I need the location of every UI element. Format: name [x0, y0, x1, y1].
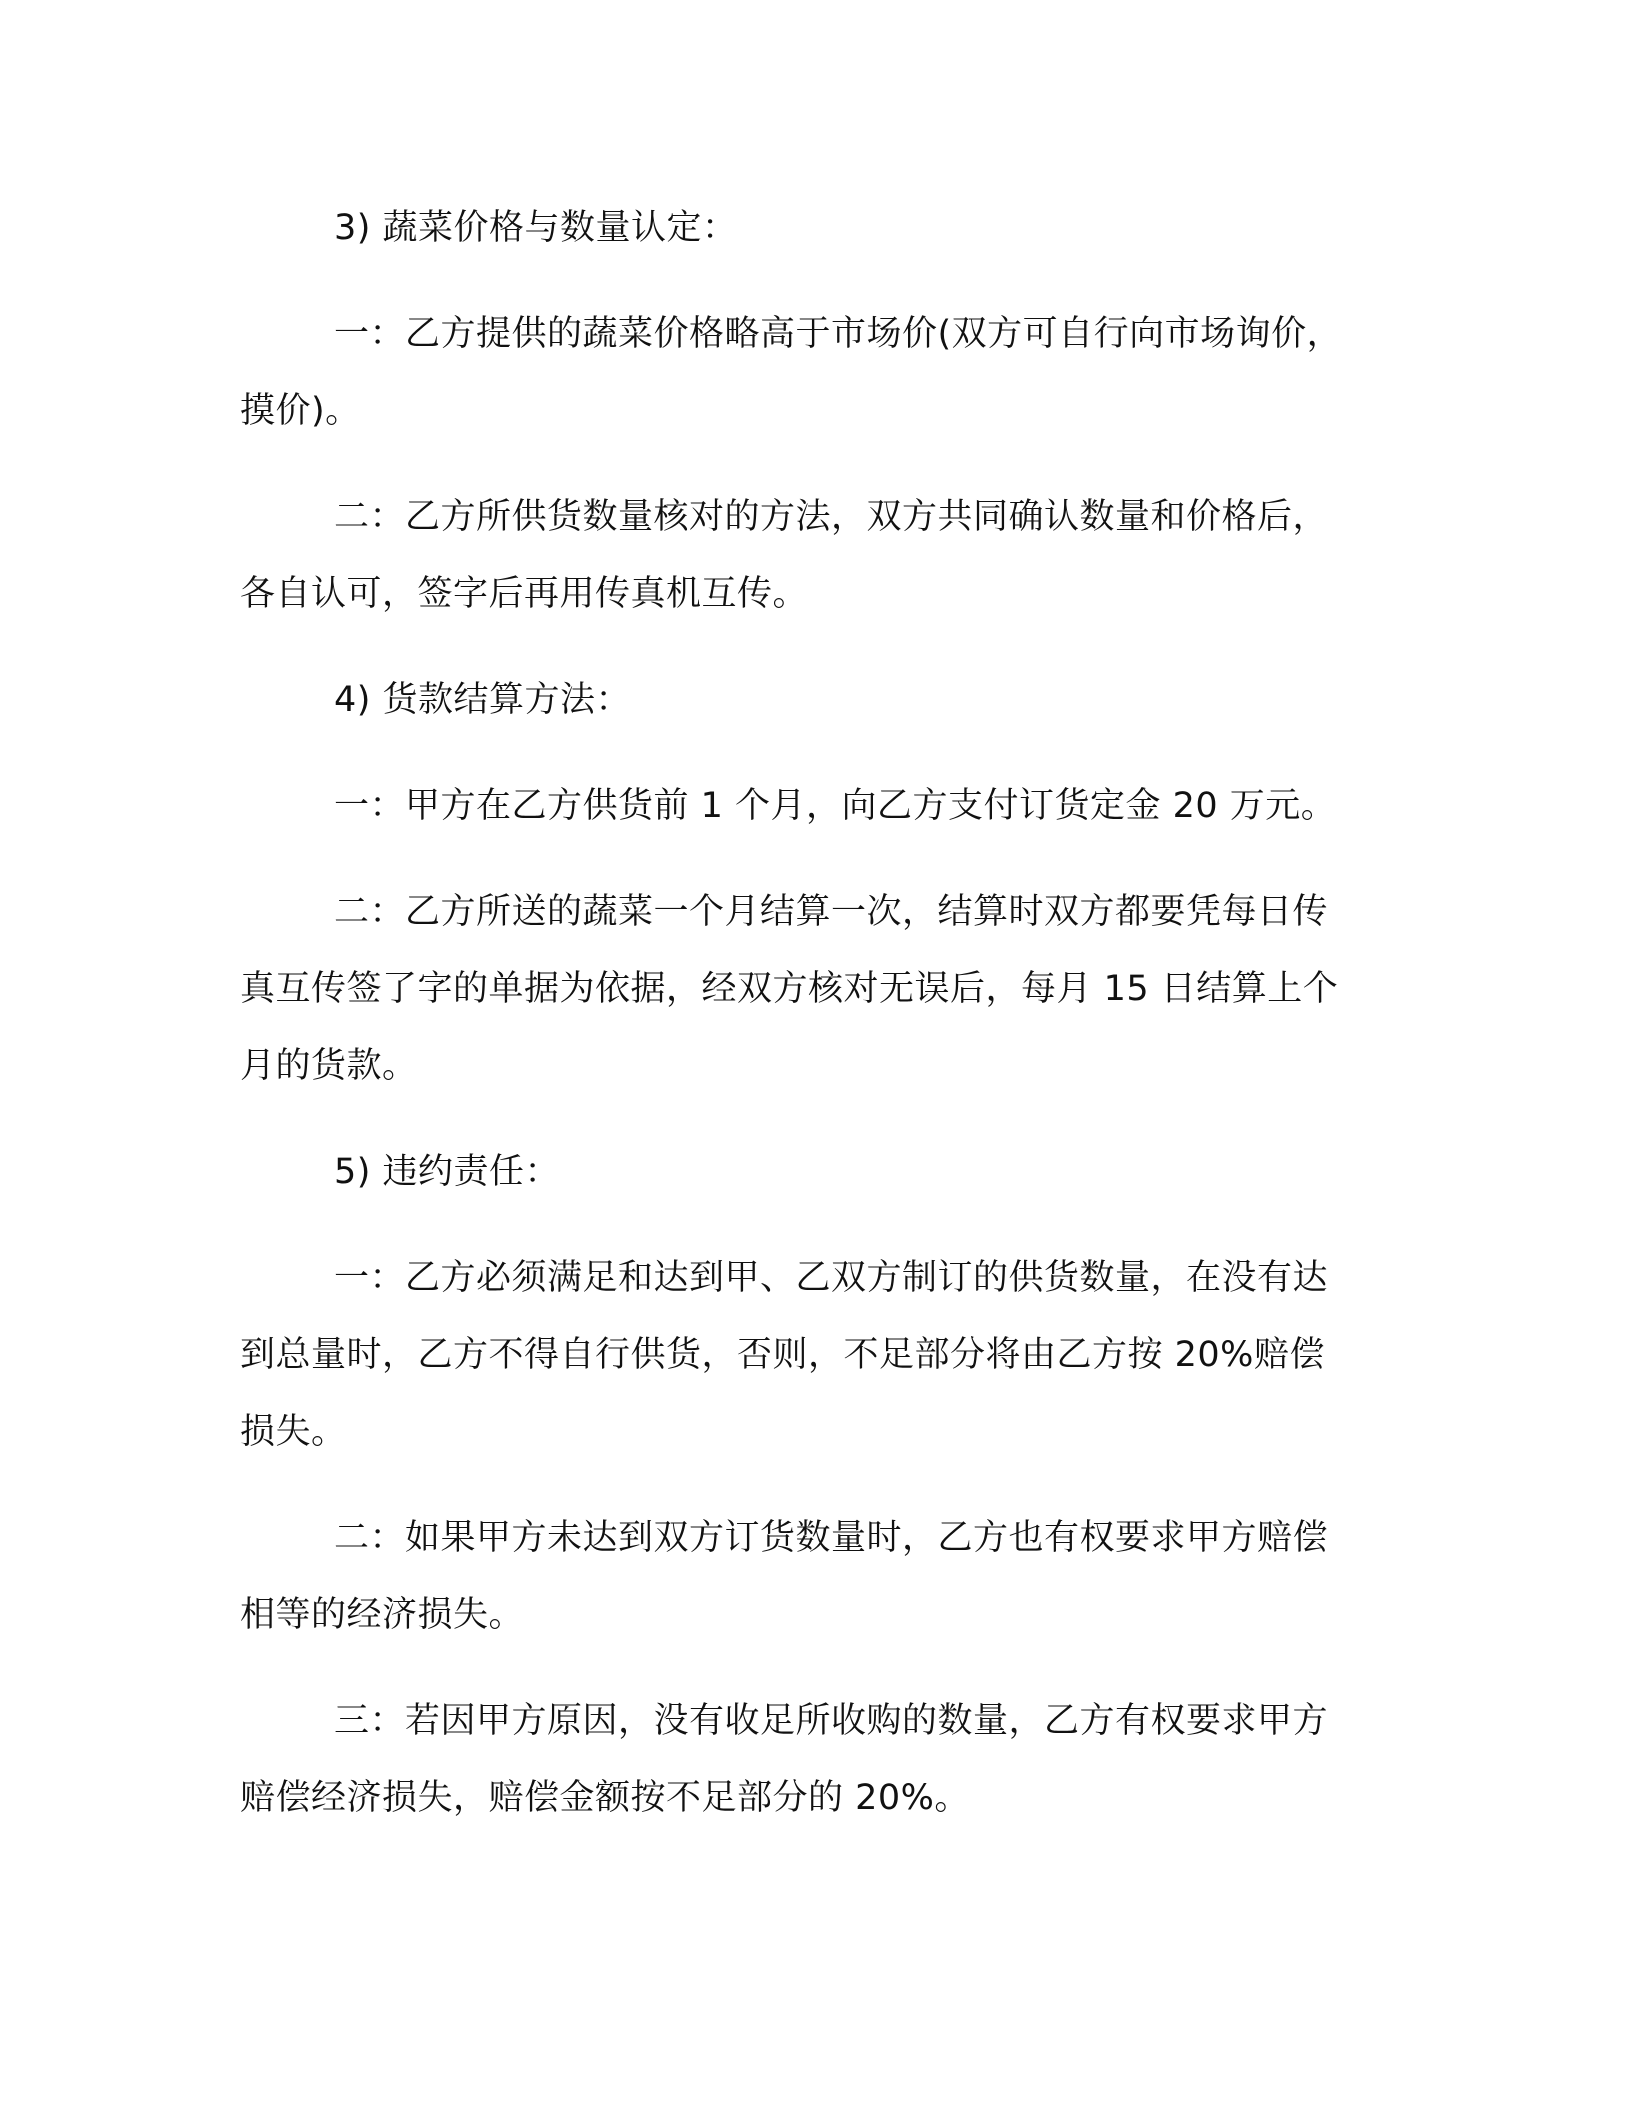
heading-price-quantity [240, 190, 1390, 267]
clause-monthly-settlement [240, 874, 1390, 1105]
clause-purchase-shortfall [240, 1683, 1390, 1837]
text-line: 损失。 [240, 1412, 347, 1452]
text-line: 相等的经济损失。 [240, 1595, 525, 1635]
clause-supply-quantity [240, 1240, 1390, 1471]
text-line: 5) 违约责任： [334, 1152, 561, 1192]
text-line: 二：乙方所供货数量核对的方法，双方共同确认数量和价格后， [334, 497, 1329, 537]
heading-liability [240, 1134, 1390, 1211]
text-line: 月的货款。 [240, 1046, 418, 1086]
text-line: 一：甲方在乙方供货前 1 个月，向乙方支付订货定金 20 万元。 [334, 786, 1337, 826]
text-line: 一：乙方必须满足和达到甲、乙双方制订的供货数量，在没有达 [334, 1258, 1329, 1298]
clause-deposit [240, 768, 1390, 845]
clause-price [240, 296, 1390, 450]
document-body [240, 190, 1390, 1866]
clause-quantity-check [240, 479, 1390, 633]
text-line: 一：乙方提供的蔬菜价格略高于市场价(双方可自行向市场询价， [334, 314, 1343, 354]
heading-payment [240, 662, 1390, 739]
text-line: 到总量时，乙方不得自行供货，否则，不足部分将由乙方按 20%赔偿 [240, 1335, 1325, 1375]
clause-order-shortfall [240, 1500, 1390, 1654]
text-line: 二：如果甲方未达到双方订货数量时，乙方也有权要求甲方赔偿 [334, 1518, 1329, 1558]
text-line: 赔偿经济损失，赔偿金额按不足部分的 20%。 [240, 1778, 970, 1818]
text-line: 三：若因甲方原因，没有收足所收购的数量，乙方有权要求甲方 [334, 1701, 1329, 1741]
text-line: 3) 蔬菜价格与数量认定： [334, 208, 738, 248]
text-line: 各自认可，签字后再用传真机互传。 [240, 574, 809, 614]
text-line: 摸价)。 [240, 391, 361, 431]
text-line: 真互传签了字的单据为依据，经双方核对无误后，每月 15 日结算上个 [240, 969, 1339, 1009]
text-line: 4) 货款结算方法： [334, 680, 632, 720]
text-line: 二：乙方所送的蔬菜一个月结算一次，结算时双方都要凭每日传 [334, 892, 1329, 932]
